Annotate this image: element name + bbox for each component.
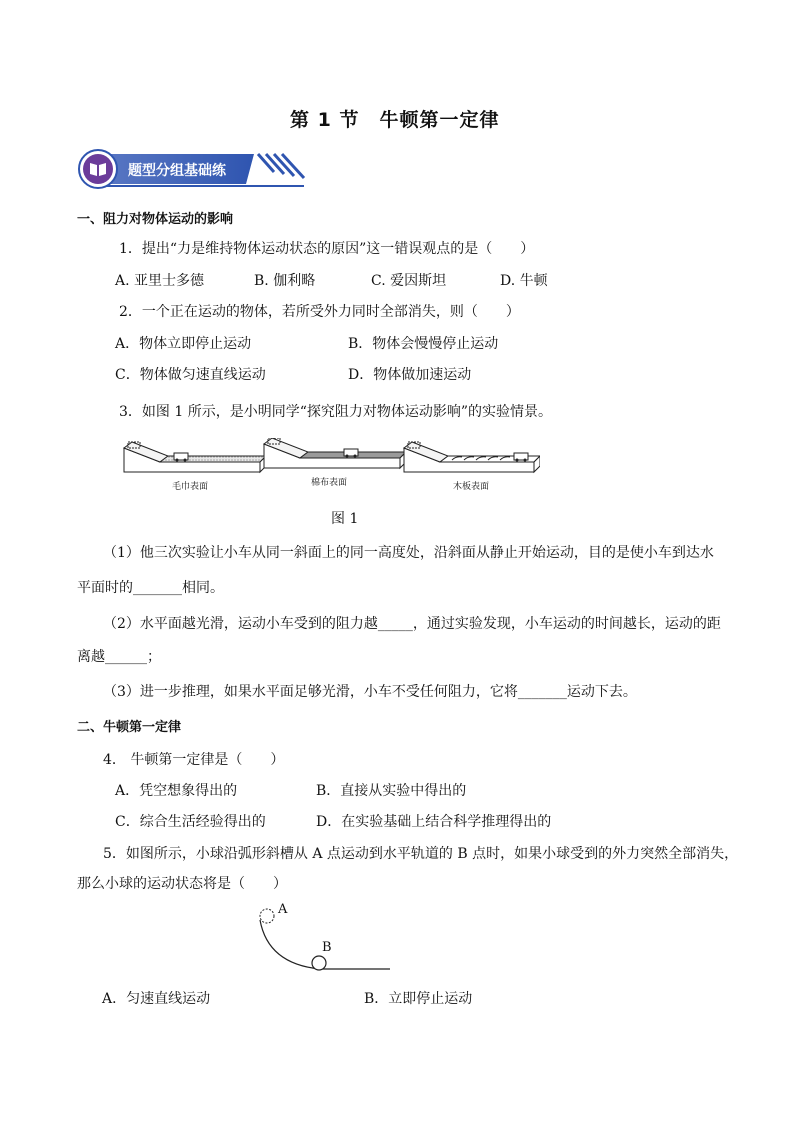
point-b-label: B [322, 940, 332, 955]
figure-label-towel: 毛巾表面 [172, 482, 209, 492]
q3-sub1-line2: 平面时的_______相同。 [77, 580, 224, 596]
question-5-line1: 5．如图所示，小球沿弧形斜槽从 A 点运动到水平轨道的 B 点时，如果小球受到的外力突然全部消失， [103, 846, 739, 862]
book-icon [88, 160, 108, 178]
question-3: 3．如图 1 所示，是小明同学“探究阻力对物体运动影响”的实验情景。 [119, 404, 553, 420]
figure-label-wood: 木板表面 [453, 482, 490, 492]
q4-option-d[interactable]: D．在实验基础上结合科学推理得出的 [316, 814, 552, 830]
section-heading-2: 二、牛顿第一定律 [77, 720, 182, 735]
section-heading-1: 一、阻力对物体运动的影响 [77, 212, 234, 227]
setup-towel [124, 442, 266, 472]
figure-label-cotton: 棉布表面 [311, 478, 348, 488]
q1-option-b[interactable]: B. 伽利略 [254, 273, 316, 289]
banner-label: 题型分组基础练 [128, 163, 226, 179]
q5-figure-track [250, 902, 395, 974]
figure-1-caption: 图 1 [331, 511, 359, 527]
setup-cotton [264, 438, 406, 468]
q4-option-c[interactable]: C．综合生活经验得出的 [115, 814, 266, 830]
q5-option-a[interactable]: A．匀速直线运动 [102, 991, 211, 1007]
q2-option-d[interactable]: D．物体做加速运动 [348, 367, 472, 383]
question-5-line2: 那么小球的运动状态将是（ ） [77, 876, 287, 892]
question-4: 4． 牛顿第一定律是（ ） [103, 752, 285, 768]
q2-option-a[interactable]: A．物体立即停止运动 [115, 336, 252, 352]
q2-option-c[interactable]: C．物体做匀速直线运动 [115, 367, 266, 383]
q1-option-d[interactable]: D. 牛顿 [500, 273, 548, 289]
setup-wood [404, 442, 540, 472]
q3-sub2-line1: （2）水平面越光滑，运动小车受到的阻力越_____，通过实验发现，小车运动的时间越长，运动的距 [103, 616, 721, 632]
page-title: 第 1 节 牛顿第一定律 [290, 109, 500, 131]
section-banner [78, 148, 310, 190]
q3-sub2-line2: 离越______； [77, 649, 161, 665]
q1-option-c[interactable]: C. 爱因斯坦 [371, 273, 447, 289]
q1-option-a[interactable]: A. 亚里士多德 [115, 273, 205, 289]
question-2: 2．一个正在运动的物体，若所受外力同时全部消失，则（ ） [119, 304, 520, 320]
q4-option-b[interactable]: B．直接从实验中得出的 [316, 783, 467, 799]
q5-option-b[interactable]: B．立即停止运动 [364, 991, 473, 1007]
q4-option-a[interactable]: A．凭空想象得出的 [115, 783, 238, 799]
point-a-label: A [278, 902, 288, 917]
q3-sub1-line1: （1）他三次实验让小车从同一斜面上的同一高度处，沿斜面从静止开始运动，目的是使小车到达水 [103, 545, 714, 561]
question-1: 1．提出“力是维持物体运动状态的原因”这一错误观点的是（ ） [119, 241, 535, 257]
q2-option-b[interactable]: B．物体会慢慢停止运动 [348, 336, 499, 352]
q3-sub3: （3）进一步推理，如果水平面足够光滑，小车不受任何阻力，它将_______运动下去。 [103, 684, 637, 700]
